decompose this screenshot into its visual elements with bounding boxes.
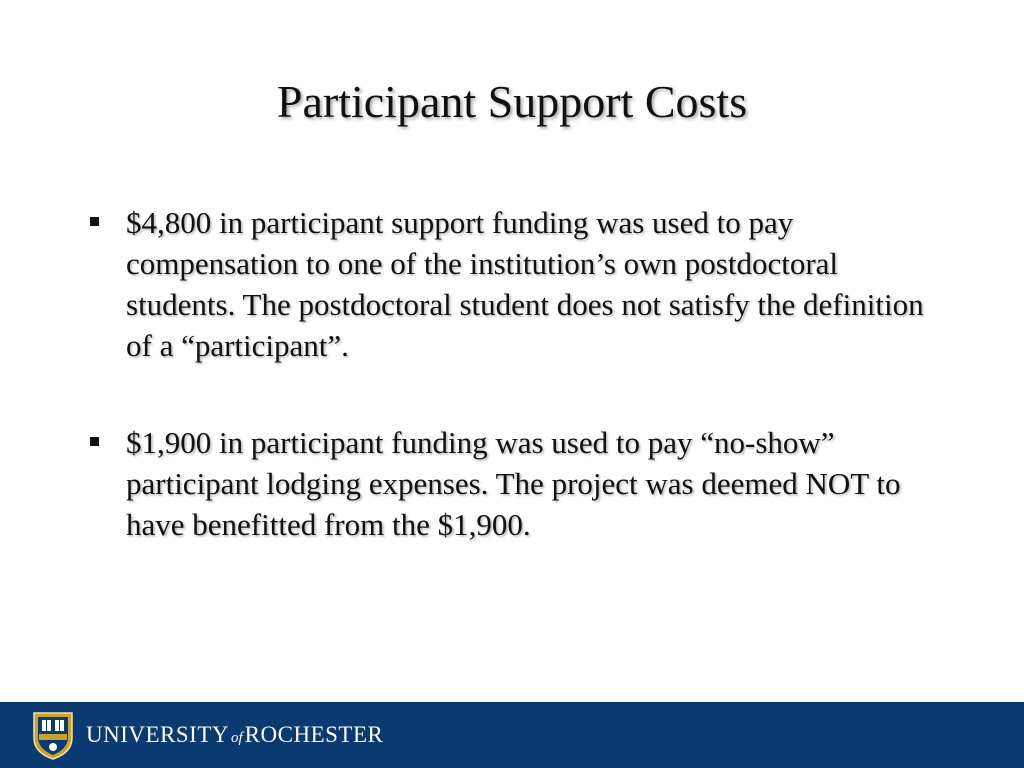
square-bullet-icon (90, 437, 99, 446)
wordmark-university: UNIVERSITY (86, 722, 229, 747)
university-wordmark (86, 718, 383, 752)
wordmark-of: of (231, 730, 243, 746)
slide-title: Participant Support Costs (276, 76, 748, 127)
bullet-text: $1,900 in participant funding was used to pay “no-show” participant lodging expenses. The project was deemed NOT to have benefitted from the $1,900. (126, 425, 901, 542)
bullet-item (88, 202, 928, 366)
bullet-item (88, 422, 928, 545)
wordmark-rochester: ROCHESTER (244, 722, 384, 747)
bullet-list (88, 202, 928, 601)
square-bullet-icon (90, 217, 99, 226)
footer-bar (0, 702, 1024, 768)
university-seal-icon (32, 710, 74, 760)
bullet-text: $4,800 in participant support funding was used to pay compensation to one of the institution’s own postdoctoral students. The postdoctoral student does not satisfy the definition of a “participant”. (126, 205, 924, 363)
